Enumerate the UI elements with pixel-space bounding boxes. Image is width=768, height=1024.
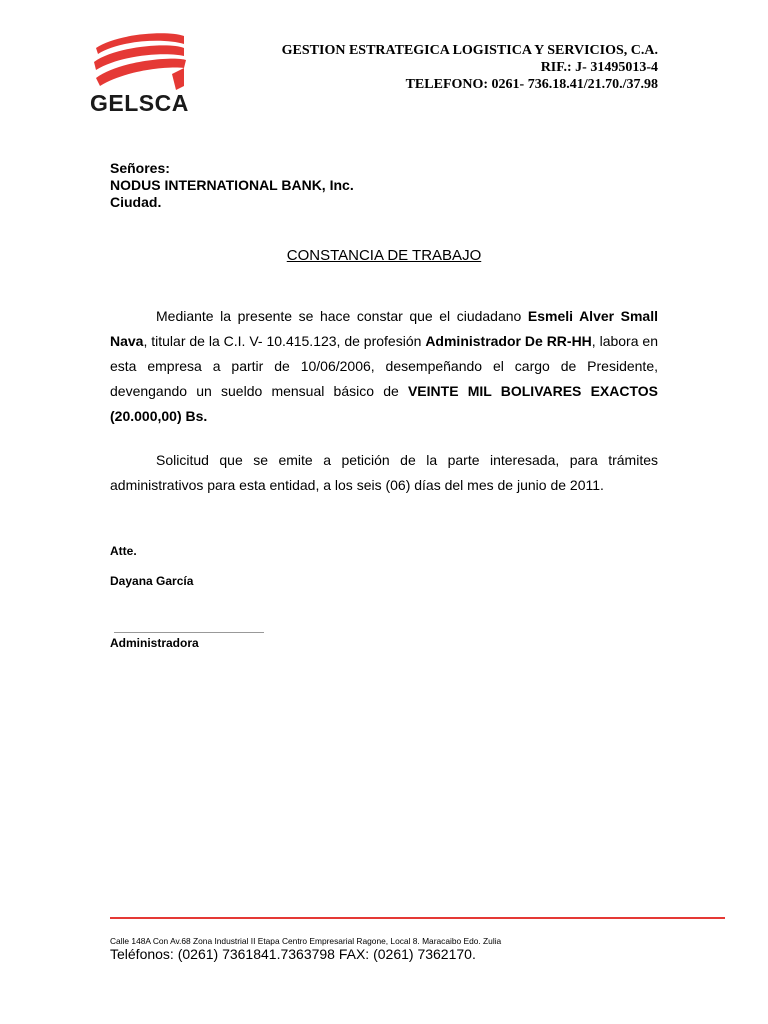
document-title: CONSTANCIA DE TRABAJO [286, 247, 482, 264]
footer-divider [110, 917, 725, 919]
footer-address: Calle 148A Con Av.68 Zona Industrial II Etapa Centro Empresarial Ragone, Local 8. Maracaibo Edo. Zulia [110, 936, 502, 946]
text-run: Mediante la presente se hace constar que el ciudadano [156, 308, 528, 324]
employee-name: Esmeli Alver Small Nava [110, 308, 658, 349]
company-header [282, 42, 658, 93]
profession: Administrador De RR-HH [425, 333, 592, 349]
signer-role: Administradora [110, 636, 199, 650]
company-logo [86, 30, 216, 116]
body-paragraph-2 [110, 448, 658, 498]
signer-name: Dayana García [110, 574, 194, 588]
salutation: Señores: [110, 160, 170, 176]
recipient-city: Ciudad. [110, 194, 162, 210]
signature-line [114, 632, 264, 633]
company-rif: RIF.: J- 31495013-4 [540, 60, 658, 75]
closing: Atte. [110, 544, 137, 558]
text-run: Solicitud que se emite a petición de la parte interesada, para trámites administrativos para esta entidad, a los seis (06) días del mes de junio de 2011. [110, 452, 658, 493]
recipient-name: NODUS INTERNATIONAL BANK, Inc. [110, 177, 354, 193]
company-phone: TELEFONO: 0261- 736.18.41/21.70./37.98 [405, 77, 658, 92]
text-run: , labora en esta empresa a partir de 10/06/2006, desempeñando el cargo de Presidente, devengando un sueldo mensual básico de [110, 333, 658, 399]
logo-text: GELSCA [90, 90, 189, 116]
recipient-block [110, 160, 354, 211]
salary: VEINTE MIL BOLIVARES EXACTOS (20.000,00) Bs. [110, 383, 658, 424]
footer-phones: Teléfonos: (0261) 7361841.7363798 FAX: (0261) 7362170. [110, 946, 476, 962]
company-name: GESTION ESTRATEGICA LOGISTICA Y SERVICIOS, C.A. [281, 43, 658, 58]
text-run: , titular de la C.I. V- 10.415.123, de profesión [143, 333, 426, 349]
body-paragraph-1 [110, 304, 658, 429]
